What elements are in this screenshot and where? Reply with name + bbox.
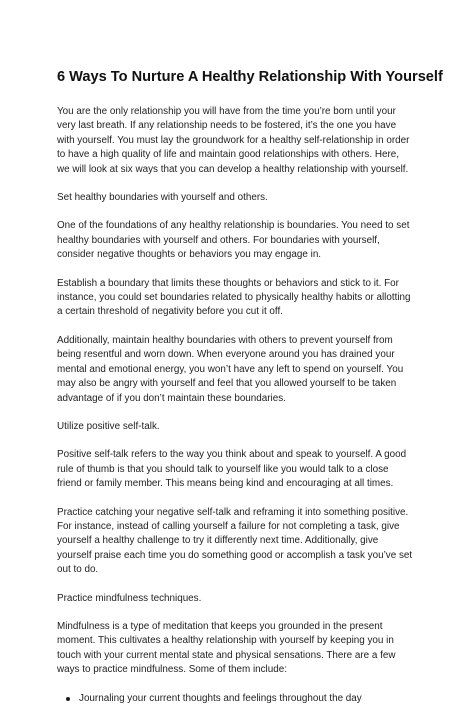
boundaries-paragraph-3: Additionally, maintain healthy boundaries with others to prevent yourself from being resentful and worn down. When everyone around you has drained your mental and emotional energy, you won’t have any left to spend on yourself. You may also be angry with yourself and feel that you allowed yourself to be taken advantage of if you don’t maintain these boundaries. [57,334,404,404]
self-talk-paragraph-2: Practice catching your negative self-talk and reframing it into something positive. For instance, instead of calling yourself a failure for not completing a task, give yourself a healthy challenge to try it differently next time. Additionally, give yourself praise each time you do something good or accomplish a task you’ve set out to do. [57,506,413,576]
section-heading-mindfulness: Practice mindfulness techniques. [57,592,202,604]
list-item-text: Journaling your current thoughts and feelings throughout the day [79,692,362,704]
boundaries-paragraph-2: Establish a boundary that limits these thoughts or behaviors and stick to it. For instance, you could set boundaries related to physically healthy habits or allotting a certain threshold of negativity before you cut it off. [57,277,411,318]
bullet-icon [66,697,70,701]
boundaries-paragraph-1: One of the foundations of any healthy relationship is boundaries. You need to set healthy boundaries with yourself and others. For boundaries with yourself, consider negative thoughts or behaviors you may engage in. [57,220,410,261]
intro-paragraph: You are the only relationship you will have from the time you’re born until your very last breath. If any relationship needs to be fostered, it’s the one you have with yourself. You must lay the groundwork for a healthy self-relationship in order to have a high quality of life and maintain good relationships with others. Here, we will look at six ways that you can develop a healthy relationship with yourself. [57,106,410,175]
document-title: 6 Ways To Nurture A Healthy Relationship With Yourself [57,69,443,85]
section-heading-boundaries: Set healthy boundaries with yourself and others. [57,192,268,204]
mindfulness-paragraph: Mindfulness is a type of meditation that keeps you grounded in the present moment. This cultivates a healthy relationship with yourself by keeping you in touch with your current mental state and physical sensations. There are a few ways to practice mindfulness. Some of them include: [57,620,396,676]
self-talk-paragraph-1: Positive self-talk refers to the way you think about and speak to yourself. A good rule of thumb is that you should talk to yourself like you would talk to a close friend or family member. This means being kind and encouraging at all times. [57,449,407,490]
mindfulness-list [57,692,414,706]
section-heading-self-talk: Utilize positive self-talk. [57,420,160,432]
list-item [79,692,414,706]
